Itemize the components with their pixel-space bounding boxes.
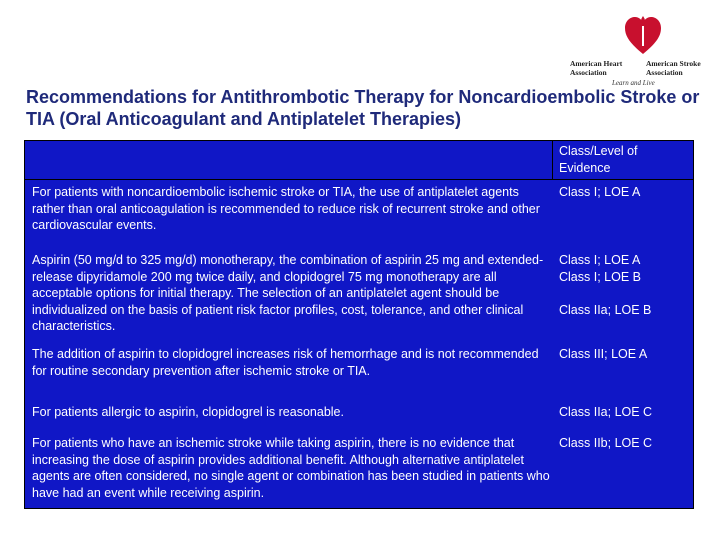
class-loe-value: Class I; LOE A [559,253,641,267]
class-loe-value: Class I; LOE A [559,185,641,199]
copyright-footer: ©2010 American Heart Association, Inc. All rights reserved. [30,519,253,529]
slide-title: Recommendations for Antithrombotic Therapy for Noncardioembolic Stroke or TIA (Oral Anticoagulant and Antiplatelet Therapies) [26,87,700,129]
class-loe-cell [559,404,689,421]
class-loe-spacer [559,285,689,302]
class-loe-value: Class III; LOE A [559,347,648,361]
header-class-loe: Class/Level of Evidence [559,144,638,175]
class-loe-cell [559,184,689,201]
aha-logo-text: American Heart Association [570,59,623,77]
aha-asa-logo [568,12,716,86]
recommendations-table [24,140,694,509]
recommendation-text: For patients allergic to aspirin, clopidogrel is reasonable. [32,405,344,419]
recommendation-text: For patients who have an ischemic stroke while taking aspirin, there is no evidence that increasing the dose of aspirin provides additional benefit. Although alternative antiplatelet agents are often considered, no single agent or combination has been studied in patients who have had an event while receiving aspirin. [32,436,550,500]
logo-tagline: Learn and Live [612,79,655,87]
class-loe-value: Class IIb; LOE C [559,436,653,450]
class-loe-value: Class IIa; LOE C [559,405,653,419]
heart-torch-icon [623,12,663,56]
recommendation-text: Aspirin (50 mg/d to 325 mg/d) monotherapy, the combination of aspirin 25 mg and extended-release dipyridamole 200 mg twice daily, and clopidogrel 75 mg monotherapy are all acceptable options for initial therapy. The selection of an antiplatelet agent should be individualized on the basis of patient risk factor profiles, cost, tolerance, and other clinical characteristics. [32,253,544,333]
recommendation-text: The addition of aspirin to clopidogrel increases risk of hemorrhage and is not recommended for routine secondary prevention after ischemic stroke or TIA. [32,347,539,378]
class-loe-value: Class IIa; LOE B [559,302,652,317]
header-divider-vertical [552,141,553,179]
header-divider-horizontal [25,179,693,180]
class-loe-value: Class I; LOE B [559,269,641,284]
asa-logo-text: American Stroke Association [646,59,701,77]
class-loe-cell [559,346,689,363]
class-loe-cell [559,252,689,318]
class-loe-cell [559,435,689,452]
recommendation-text: For patients with noncardioembolic ischemic stroke or TIA, the use of antiplatelet agents rather than oral anticoagulation is recommended to reduce risk of recurrent stroke and other cardiovascular events. [32,185,540,232]
